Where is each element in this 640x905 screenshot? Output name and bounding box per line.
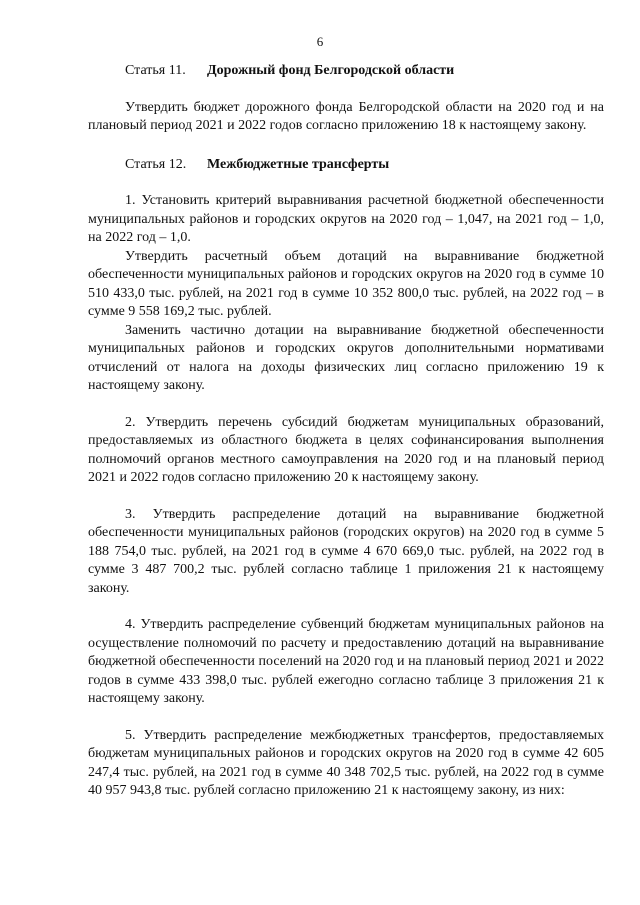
paragraph: Утвердить расчетный объем дотаций на выравнивание бюджетной обеспеченности муниципальных районов и городских округов на 2020 год в сумме 10 510 433,0 тыс. рублей, на 2021 год в сумме 10 352 800,0 тыс. рублей, на 2022 год – в сумме 9 558 169,2 тыс. рублей.: [88, 248, 604, 319]
article-number: Статья 12.: [125, 156, 187, 172]
article-title: Межбюджетные трансферты: [207, 156, 390, 172]
paragraph: 4. Утвердить распределение субвенций бюджетам муниципальных районов на осуществление полномочий по расчету и предоставлению дотаций на выравнивание бюджетной обеспеченности поселений на 2020 год и на плановый период 2021 и 2022 годов в сумме 433 398,0 тыс. рублей ежегодно согласно таблице 3 приложения 21 к настоящему закону.: [88, 617, 604, 706]
article-11-heading: [88, 62, 604, 81]
paragraph: 5. Утвердить распределение межбюджетных трансфертов, предоставляемых бюджетам муниципальных районов и городских округов на 2020 год в сумме 42 605 247,4 тыс. рублей, на 2021 год в сумме 40 348 702,5 тыс. рублей, на 2022 год в сумме 40 957 943,8 тыс. рублей согласно приложению 21 к настоящему закону, из них:: [88, 727, 604, 798]
paragraph: 1. Установить критерий выравнивания расчетной бюджетной обеспеченности муниципальных районов и городских округов на 2020 год – 1,047, на 2021 год – 1,0, на 2022 год – 1,0.: [88, 193, 604, 245]
document-body: [88, 62, 604, 801]
paragraph: Утвердить бюджет дорожного фонда Белгородской области на 2020 год и на плановый период 2021 и 2022 годов согласно приложению 18 к настоящему закону.: [88, 99, 604, 133]
article-12-heading: [88, 156, 604, 175]
paragraph: 3. Утвердить распределение дотаций на выравнивание бюджетной обеспеченности муниципальных районов (городских округов) на 2020 год в сумме 5 188 754,0 тыс. рублей, на 2021 год в сумме 4 670 669,0 тыс. рублей, на 2022 год в сумме 3 487 700,2 тыс. рублей согласно таблице 1 приложения 21 к настоящему закону.: [88, 506, 604, 596]
page-number: 6: [316, 34, 324, 49]
article-number: Статья 11.: [125, 63, 186, 78]
paragraph: Заменить частично дотации на выравнивание бюджетной обеспеченности муниципальных районов и городских округов дополнительными нормативами отчислений от налога на доходы физических лиц согласно приложению 19 к настоящему закону.: [88, 322, 604, 393]
paragraph: 2. Утвердить перечень субсидий бюджетам муниципальных образований, предоставляемых из областного бюджета в целях софинансирования выполнения полномочий органов местного самоуправления на 2020 год и на плановый период 2021 и 2022 годов согласно приложению 20 к настоящему закону.: [88, 414, 604, 485]
article-title: Дорожный фонд Белгородской области: [207, 63, 455, 78]
